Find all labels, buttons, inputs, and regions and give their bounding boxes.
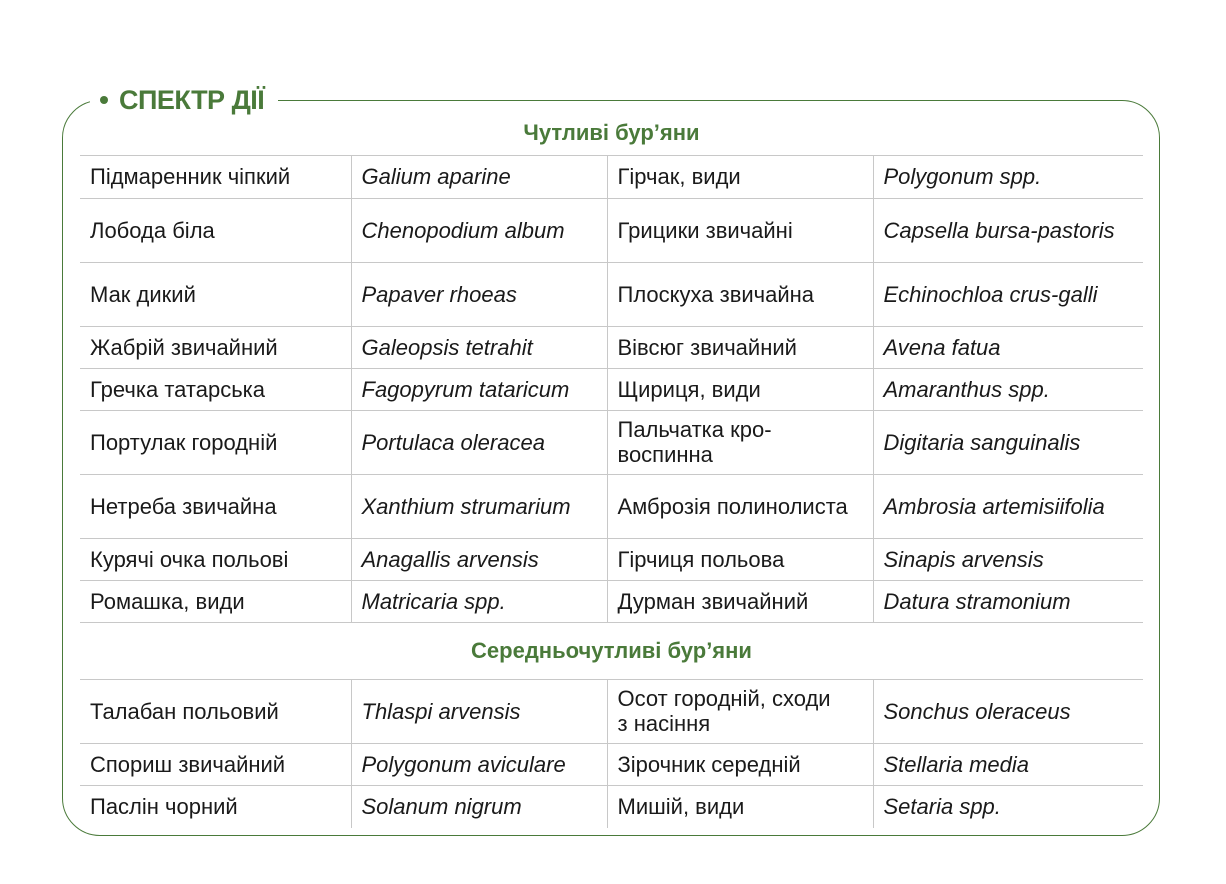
group-title-moderate: Середньочутливі бур’яни — [80, 623, 1143, 680]
weed-latin-name: Xanthium strumarium — [351, 474, 607, 538]
weed-latin-name: Avena fatua — [873, 326, 1143, 368]
weed-common-name: Дурман звичайний — [607, 580, 873, 622]
group-title-sensitive: Чутливі бур’яни — [80, 110, 1143, 156]
weed-latin-name: Papaver rhoeas — [351, 262, 607, 326]
weed-common-name: Лобода біла — [80, 198, 351, 262]
weed-latin-name: Amaranthus spp. — [873, 368, 1143, 410]
weed-common-name: Зірочник середній — [607, 744, 873, 786]
weed-common-name: Портулак городній — [80, 410, 351, 474]
weed-latin-name: Matricaria spp. — [351, 580, 607, 622]
weed-common-name: Гречка татарська — [80, 368, 351, 410]
weed-common-name: Мишій, види — [607, 786, 873, 828]
weed-latin-name: Thlaspi arvensis — [351, 680, 607, 744]
weed-latin-name: Portulaca oleracea — [351, 410, 607, 474]
table-row — [80, 198, 1143, 262]
table-row — [80, 474, 1143, 538]
weed-common-name: Ромашка, види — [80, 580, 351, 622]
weed-latin-name: Setaria spp. — [883, 794, 1001, 820]
weed-common-name: Пальчатка кро-воспинна — [607, 410, 873, 474]
table-row — [80, 580, 1143, 622]
weed-common-name: Жабрій звичайний — [80, 326, 351, 368]
weed-latin-name: Chenopodium album — [351, 198, 607, 262]
weed-common-name: Щириця, види — [607, 368, 873, 410]
weed-common-name: Талабан польовий — [80, 680, 351, 744]
weed-common-name: Підмаренник чіпкий — [80, 156, 351, 198]
weed-latin-name: Ambrosia artemisiifolia — [873, 474, 1143, 538]
weed-common-name: Плоскуха звичайна — [607, 262, 873, 326]
weed-latin-name: Echinochloa crus-galli — [873, 262, 1143, 326]
weed-latin-name: Galeopsis tetrahit — [351, 326, 607, 368]
weed-common-name: Паслін чорний — [80, 786, 351, 828]
weed-latin-name: Polygonum aviculare — [351, 744, 607, 786]
weed-common-name: Спориш звичайний — [80, 744, 351, 786]
weed-latin-name: Fagopyrum tataricum — [351, 368, 607, 410]
bullet-icon — [100, 96, 108, 104]
weed-latin-name: Polygonum spp. — [873, 156, 1143, 198]
table-row — [80, 368, 1143, 410]
table-row — [80, 410, 1143, 474]
weed-latin-name: Sonchus oleraceus — [873, 680, 1143, 744]
weed-latin-name: Stellaria media — [873, 744, 1143, 786]
weed-common-name: Гірчиця польова — [607, 538, 873, 580]
table-row — [80, 680, 1143, 744]
weed-common-name: Мак дикий — [80, 262, 351, 326]
table-row — [80, 326, 1143, 368]
weed-latin-name: Galium aparine — [351, 156, 607, 198]
weed-common-name: Курячі очка польові — [80, 538, 351, 580]
weed-common-name: Нетреба звичайна — [80, 474, 351, 538]
weed-common-name: Амброзія полинолиста — [607, 474, 873, 538]
weed-latin-name: Datura stramonium — [873, 580, 1143, 622]
weed-latin-name: Capsella bursa-pastoris — [873, 198, 1143, 262]
table-row — [80, 538, 1143, 580]
weed-latin-name: Anagallis arvensis — [351, 538, 607, 580]
table-row — [80, 786, 1143, 828]
table-row — [80, 262, 1143, 326]
weed-latin-name: Digitaria sanguinalis — [873, 410, 1143, 474]
table-row — [80, 156, 1143, 198]
table-row — [80, 744, 1143, 786]
weed-spectrum — [80, 110, 1143, 828]
weed-table-moderate — [80, 680, 1143, 828]
weed-table-sensitive — [80, 156, 1143, 623]
section-title: СПЕКТР ДІЇ — [119, 84, 265, 115]
weed-common-name: Вівсюг звичайний — [607, 326, 873, 368]
weed-common-name: Грицики звичайні — [607, 198, 873, 262]
weed-common-name: Осот городній, сходи з насіння — [607, 680, 873, 744]
weed-common-name: Гірчак, види — [607, 156, 873, 198]
weed-latin-name: Solanum nigrum — [351, 786, 607, 828]
weed-latin-name: Sinapis arvensis — [873, 538, 1143, 580]
